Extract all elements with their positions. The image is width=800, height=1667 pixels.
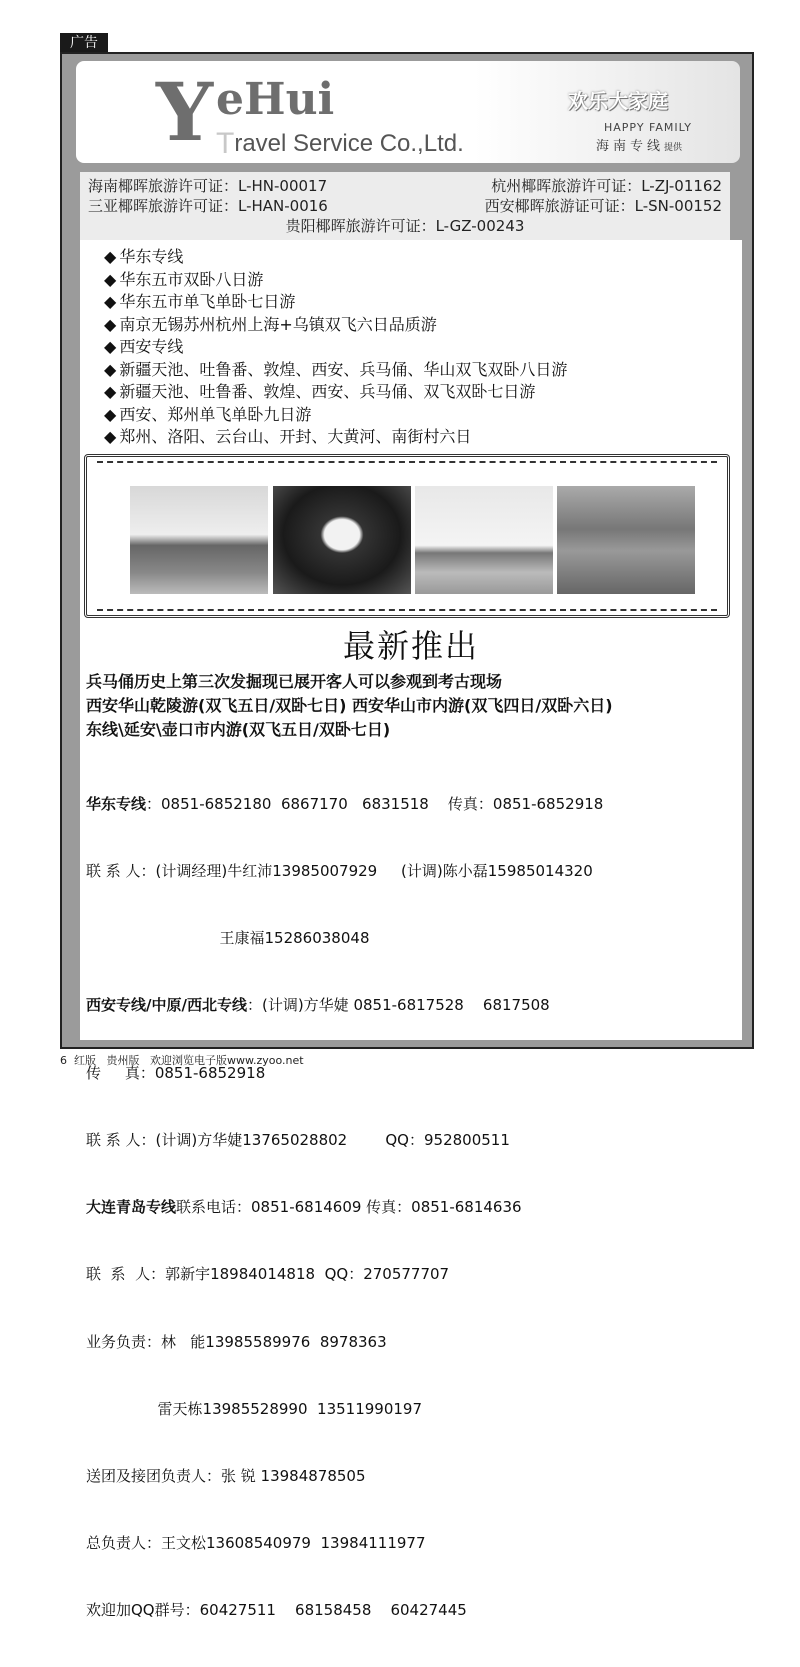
highlight-line: 东线\延安\壶口市内游(双飞五日/双卧七日) xyxy=(86,720,391,739)
contact-line xyxy=(86,994,603,1016)
logo-name: eHui xyxy=(216,74,335,125)
contact-text: 王康福15286038048 xyxy=(86,929,370,948)
header-banner xyxy=(76,61,740,163)
contact-text: ：(计调)方华婕 0851-6817528 6817508 xyxy=(246,996,550,1015)
license-box xyxy=(80,172,730,240)
photo-lake xyxy=(415,486,553,594)
contact-text: 欢迎加QQ群号：60427511 68158458 60427445 xyxy=(86,1601,467,1620)
contact-line xyxy=(86,1196,603,1218)
contact-heading: 大连青岛专线 xyxy=(86,1198,177,1217)
route-item: ◆ 华东五市双卧八日游 xyxy=(104,269,567,292)
contact-text: ：0851-6852180 6867170 6831518 传真：0851-6852918 xyxy=(146,794,604,813)
provided-label: 提供 xyxy=(664,143,683,153)
contact-line xyxy=(86,793,603,815)
route-item: ◆ 南京无锡苏州杭州上海+乌镇双飞六日品质游 xyxy=(104,314,567,337)
route-item: ◆ 新疆天池、吐鲁番、敦煌、西安、兵马俑、双飞双卧七日游 xyxy=(104,381,567,404)
contact-text: 联系电话：0851-6814609 传真：0851-6814636 xyxy=(176,1198,522,1217)
photo-shanghai-skyline xyxy=(130,486,268,594)
contact-heading: 西安专线/中原/西北专线 xyxy=(86,996,247,1015)
contact-line xyxy=(86,1129,603,1151)
happy-family-logo: 欢乐大家庭 xyxy=(568,89,668,113)
logo-subtitle-row xyxy=(216,129,464,159)
photo-terracotta-army xyxy=(557,486,695,594)
license: 海南椰晖旅游许可证：L-HN-00017 xyxy=(88,177,328,195)
contact-line xyxy=(86,1599,603,1621)
contact-line xyxy=(86,1465,603,1487)
route-item: ◆ 郑州、洛阳、云台山、开封、大黄河、南街村六日 xyxy=(104,426,567,449)
license: 三亚椰晖旅游许可证：L-HAN-0016 xyxy=(88,197,328,215)
provider-name: 海南专线 xyxy=(596,139,665,154)
contact-heading: 华东专线 xyxy=(86,794,147,813)
contact-text: 雷天栋13985528990 13511990197 xyxy=(86,1399,423,1418)
contact-line xyxy=(86,1532,603,1554)
contact-text: 联 系 人：(计调经理)牛红沛13985007929 (计调)陈小磊15985014320 xyxy=(86,862,593,881)
contact-text: 联 系 人：郭新宇18984014818 QQ：270577707 xyxy=(86,1265,450,1284)
contact-list xyxy=(86,748,603,1667)
route-item: ◆ 华东五市单飞单卧七日游 xyxy=(104,291,567,314)
contact-text: 传 真：0851-6852918 xyxy=(86,1063,266,1082)
license: 杭州椰晖旅游许可证：L-ZJ-01162 xyxy=(491,177,722,195)
section-title: 最新推出 xyxy=(342,627,479,665)
contact-line xyxy=(86,927,603,949)
contact-text: 联 系 人：(计调)方华婕13765028802 QQ：952800511 xyxy=(86,1130,510,1149)
provider-line xyxy=(596,138,682,156)
highlights xyxy=(86,670,613,742)
logo-y: Y xyxy=(156,65,214,159)
contact-line xyxy=(86,1398,603,1420)
happy-family-en: HAPPY FAMILY xyxy=(604,121,693,134)
highlight-line: 兵马俑历史上第三次发掘现已展开客人可以参观到考古现场 xyxy=(86,672,503,691)
logo-subtitle: ravel Service Co.,Ltd. xyxy=(234,130,464,157)
route-item: ◆ 新疆天池、吐鲁番、敦煌、西安、兵马俑、华山双飞双卧八日游 xyxy=(104,359,567,382)
contact-text: 总负责人：王文松13608540979 13984111977 xyxy=(86,1534,426,1553)
contact-line xyxy=(86,860,603,882)
highlight-line: 西安华山乾陵游(双飞五日/双卧七日) 西安华山市内游(双飞四日/双卧六日) xyxy=(86,696,613,715)
page-footer: 6 红版 贵州版 欢迎浏览电子版www.zyoo.net xyxy=(60,1054,304,1067)
ad-tag: 广告 xyxy=(60,33,108,53)
contact-line xyxy=(86,1331,603,1353)
route-item: ◆ 华东专线 xyxy=(104,246,567,269)
license: 贵阳椰晖旅游许可证：L-GZ-00243 xyxy=(285,217,525,235)
logo-t: T xyxy=(216,127,235,160)
photo-lotus-monument xyxy=(273,486,411,594)
route-list xyxy=(104,246,567,449)
contact-text: 送团及接团负责人：张 锐 13984878505 xyxy=(86,1467,366,1485)
route-item: ◆ 西安、郑州单飞单卧九日游 xyxy=(104,404,567,427)
route-item: ◆ 西安专线 xyxy=(104,336,567,359)
contact-line xyxy=(86,1263,603,1285)
license: 西安椰晖旅游证可证：L-SN-00152 xyxy=(484,197,722,215)
contact-text: 业务负责：林 能13985589976 8978363 xyxy=(86,1332,387,1351)
